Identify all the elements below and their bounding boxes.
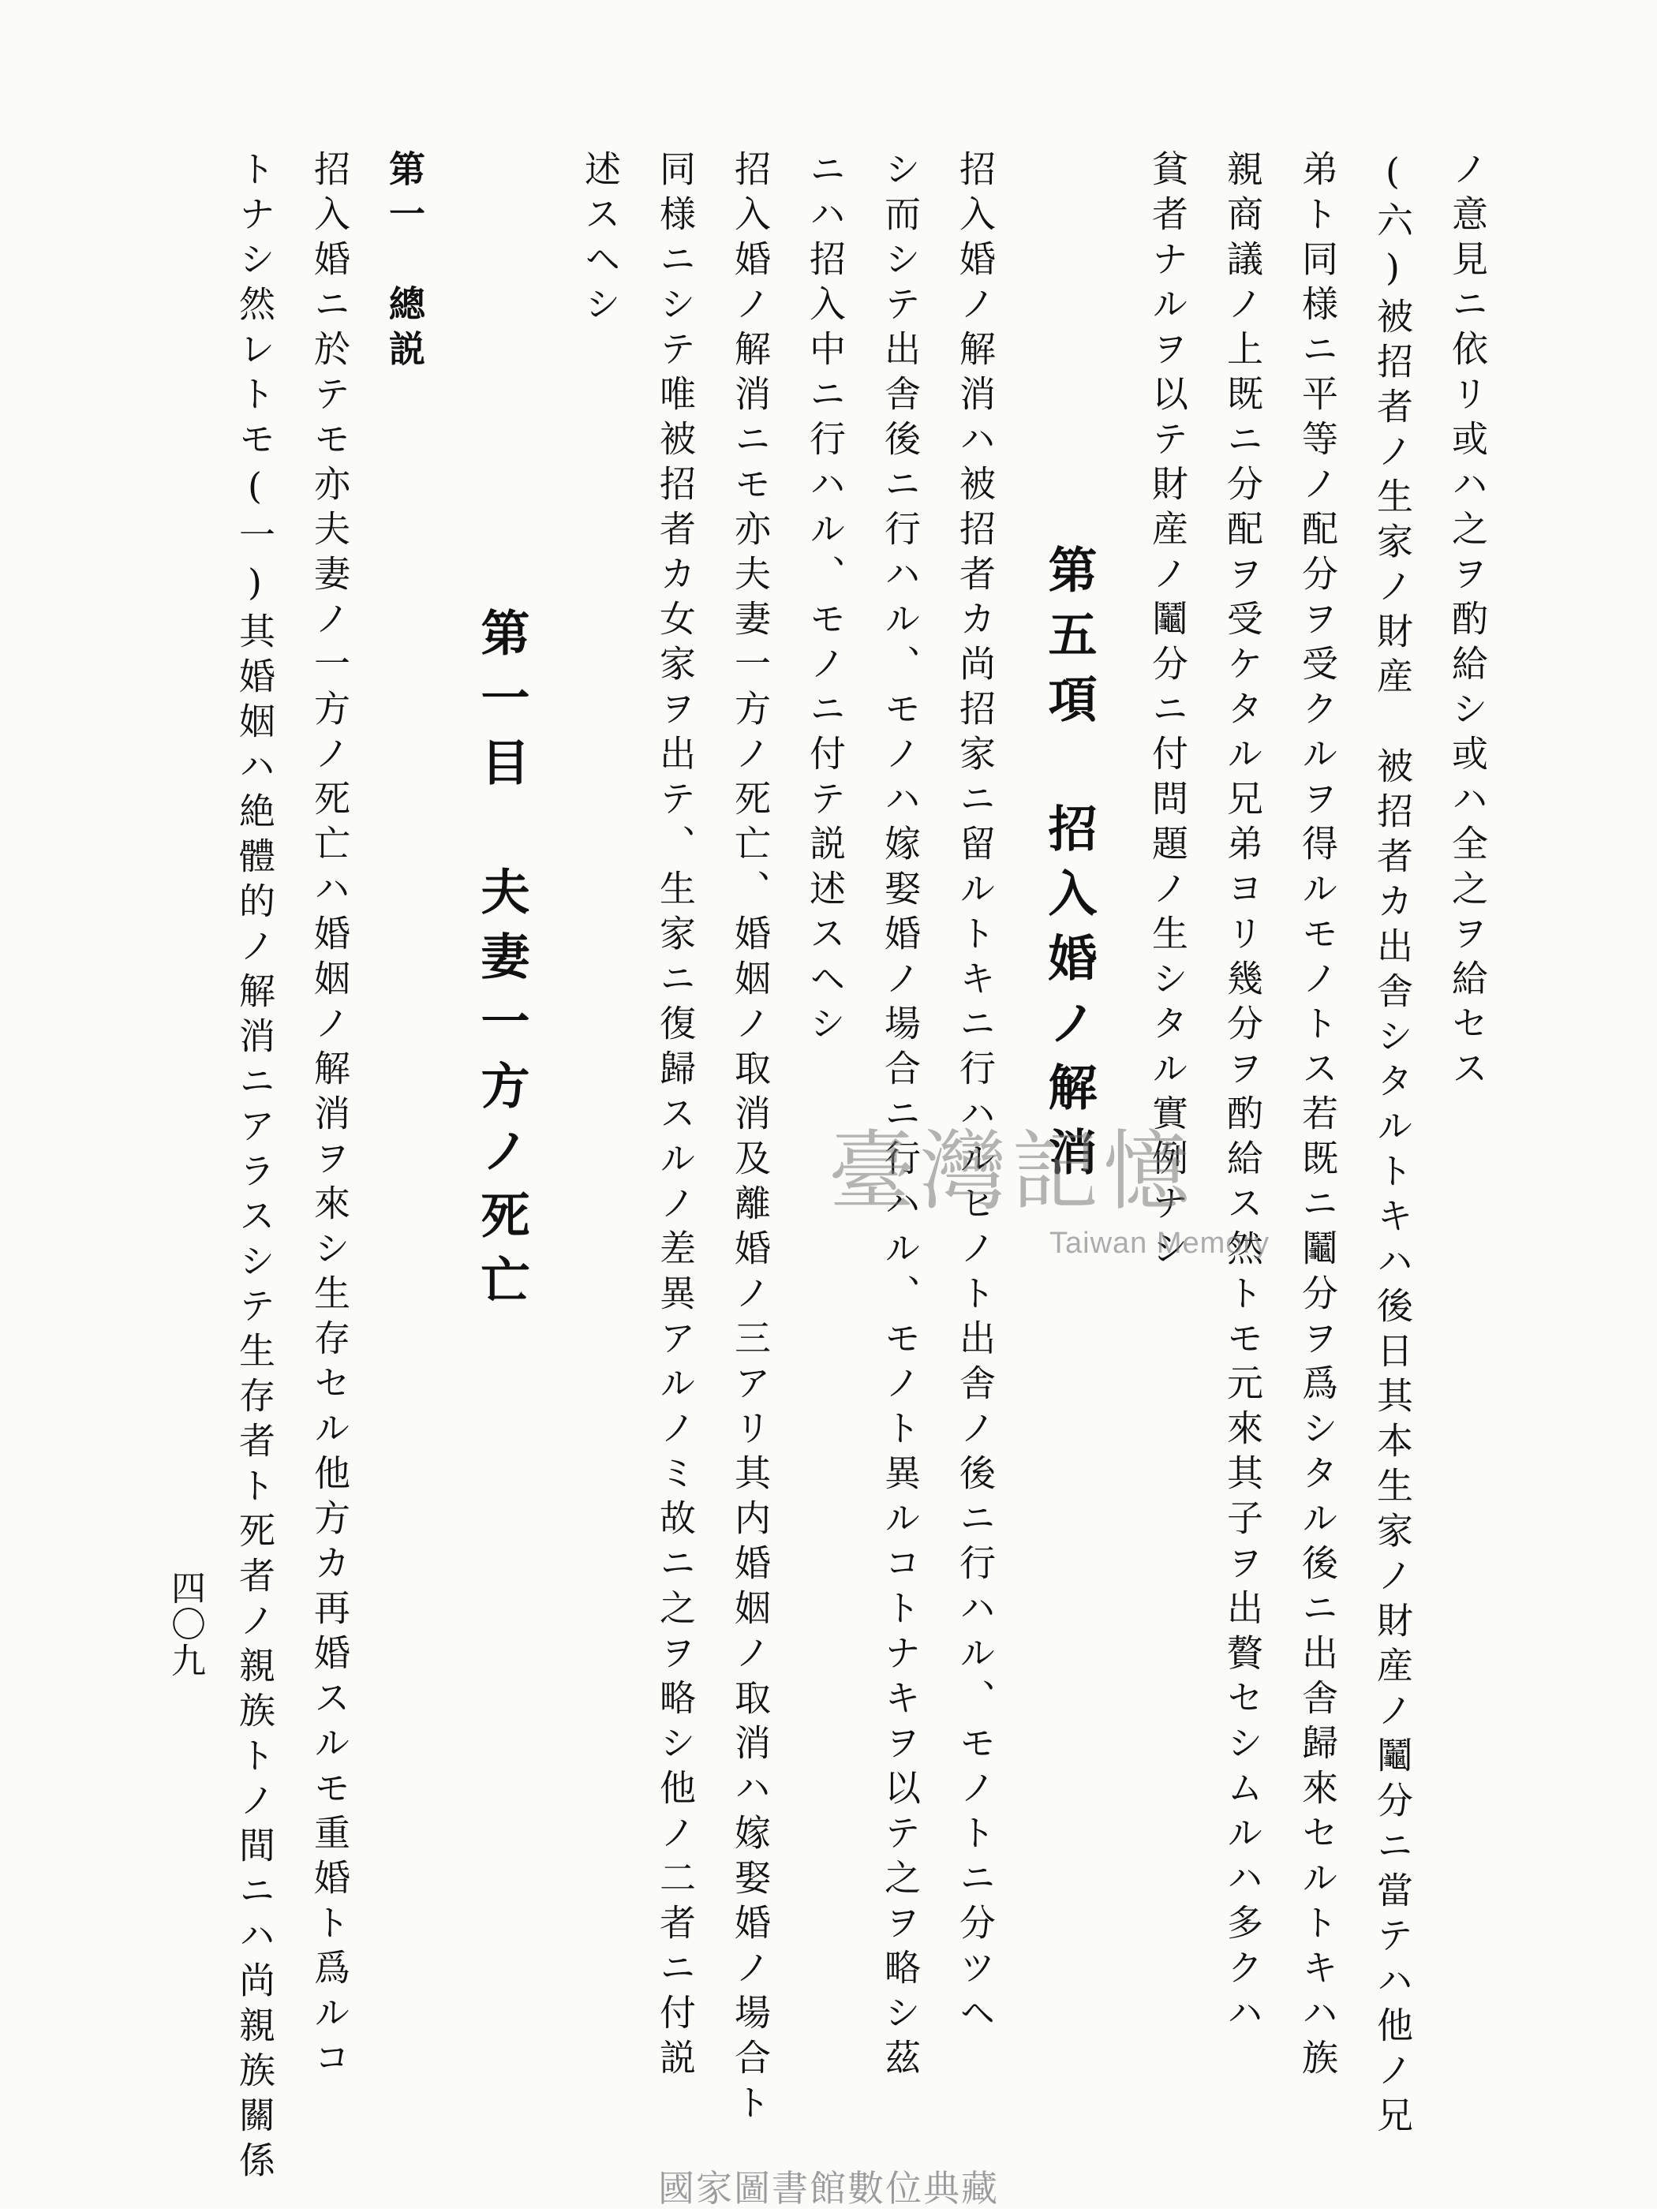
text-column-1: ノ意見ニ依リ或ハ之ヲ酌給シ或ハ全之ヲ給セス bbox=[1446, 150, 1489, 1094]
subsection-heading: 第一目 夫妻一方ノ死亡 bbox=[473, 607, 530, 1319]
text-column-2: (六)被招者ノ生家ノ財産 被招者カ出舎シタルトキハ後日其本生家ノ財産ノ鬮分ニ當テハ他ノ兄 bbox=[1371, 150, 1414, 2141]
text-column-5: 貧者ナルヲ以テ財産ノ鬮分ニ付問題ノ生シタル實例ナシ bbox=[1146, 150, 1189, 1274]
text-column-4: 親商議ノ上既ニ分配ヲ受ケタル兄弟ヨリ幾分ヲ酌給ス然トモ元來其子ヲ出贅セシムルハ多クハ bbox=[1221, 150, 1264, 2038]
item-heading: 第一 總説 bbox=[383, 150, 426, 375]
text-column-3: 弟ト同様ニ平等ノ配分ヲ受クルヲ得ルモノトス若既ニ鬮分ヲ爲シタル後ニ出舎歸來セルトキハ族 bbox=[1296, 150, 1339, 2083]
section-heading: 第五項 招入婚ノ解消 bbox=[1040, 544, 1098, 1191]
page-number: 四〇九 bbox=[165, 1570, 205, 1679]
watermark-logo: 臺灣記憶 bbox=[828, 1121, 1195, 1222]
footer-credit: 國家圖書館數位典藏 bbox=[658, 2167, 999, 2210]
text-column-10: 招入婚ノ解消ニモ亦夫妻一方ノ死亡、婚姻ノ取消及離婚ノ三アリ其内婚姻ノ取消ハ嫁娶婚ノ場合ト bbox=[729, 150, 772, 2128]
text-column-9: ニハ招入中ニ行ハル、モノニ付テ説述スヘシ bbox=[804, 150, 847, 1049]
text-column-16: トナシ然レトモ(一)其婚姻ハ絶體的ノ解消ニアラスシテ生存者ト死者ノ親族トノ間ニハ尚親族關係 bbox=[234, 150, 276, 2186]
text-column-7: 招入婚ノ解消ハ被招者カ尚招家ニ留ルトキニ行ハルヒノト出舎ノ後ニ行ハル、モノトニ分ツヘ bbox=[954, 150, 997, 2038]
watermark-subtitle: Taiwan Memory bbox=[1049, 1227, 1270, 1260]
text-column-11: 同様ニシテ唯被招者カ女家ヲ出テ、生家ニ復歸スルノ差異アルノミ故ニ之ヲ略シ他ノ二者ニ付説 bbox=[654, 150, 697, 2083]
text-column-8: シ而シテ出舎後ニ行ハル、モノハ嫁娶婚ノ場合ニ行ハル、モノト異ルコトナキヲ以テ之ヲ略シ茲 bbox=[879, 150, 922, 2083]
text-column-12: 述スヘシ bbox=[579, 150, 622, 330]
text-column-15: 招入婚ニ於テモ亦夫妻ノ一方ノ死亡ハ婚姻ノ解消ヲ來シ生存セル他方カ再婚スルモ重婚ト爲ルコ bbox=[309, 150, 351, 2083]
